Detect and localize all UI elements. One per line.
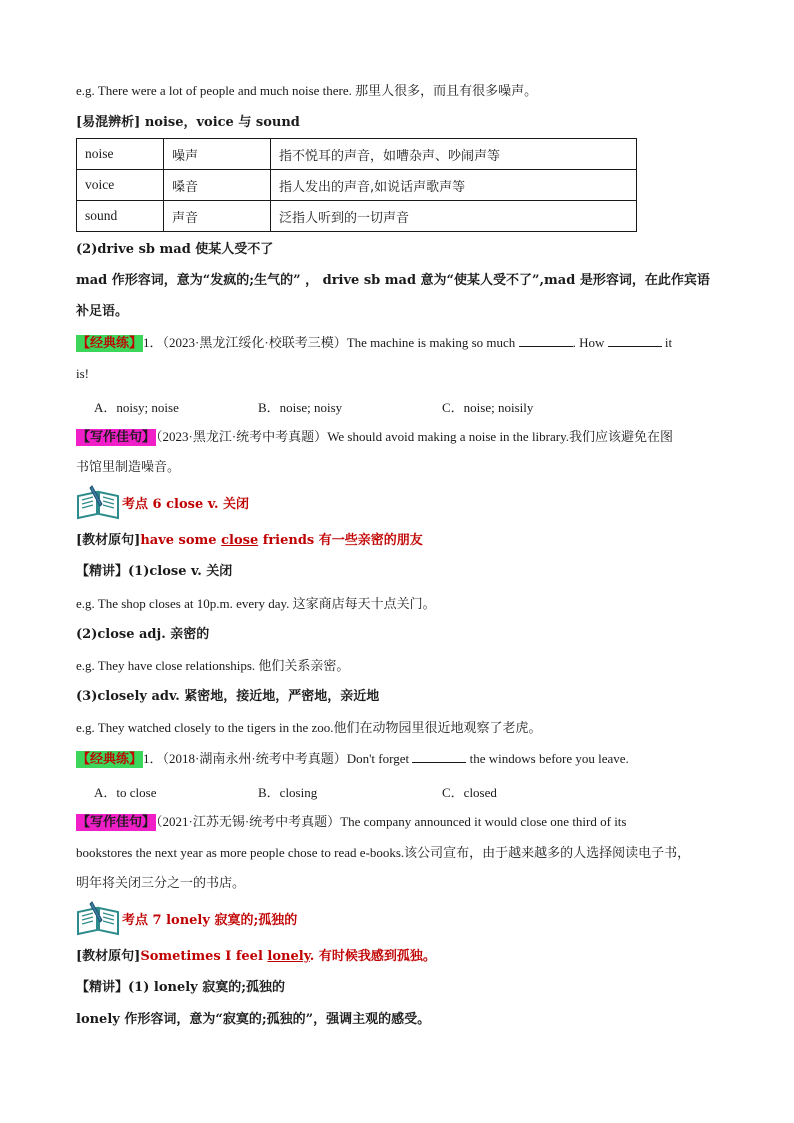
option-c[interactable]: C．noise; noisily bbox=[442, 400, 534, 415]
table-cell-desc: 指人发出的声音,如说话声歌声等 bbox=[271, 170, 637, 201]
answer-blank[interactable] bbox=[608, 334, 662, 347]
sentence-text-cont: bookstores the next year as more people chose to read e-books.该公司宣布，由于越来越多的人选择阅读电子书， bbox=[76, 845, 691, 860]
original-keyword: close bbox=[221, 533, 259, 548]
answer-blank[interactable] bbox=[519, 334, 573, 347]
closely-heading: (3)closely adv. 紧密地，接近地，严密地，亲近地 bbox=[76, 689, 380, 704]
compare-table bbox=[76, 138, 637, 232]
sentence-text: We should avoid making a noise in the library.我们应该避免在图 bbox=[327, 429, 673, 444]
question-source: （2023·黑龙江绥化·校联考三模） bbox=[162, 335, 347, 350]
label: [教材原句] bbox=[76, 949, 141, 964]
textbook-original-6 bbox=[76, 532, 423, 550]
writing-tag: 【写作佳句】 bbox=[77, 815, 156, 830]
option-a[interactable]: A．noisy; noise bbox=[94, 400, 179, 415]
table-cell-word: voice bbox=[77, 170, 164, 201]
lonely-description: lonely 作形容词，意为“寂寞的;孤独的”，强调主观的感受。 bbox=[76, 1012, 431, 1027]
sentence-text-cont: 书馆里制造噪音。 bbox=[76, 460, 181, 475]
lecture-7-heading bbox=[76, 979, 285, 997]
original-text: friends 有一些亲密的朋友 bbox=[258, 533, 423, 548]
table-cell-word: noise bbox=[77, 139, 164, 170]
original-keyword: lonely bbox=[267, 949, 310, 964]
table-cell-meaning: 嗓音 bbox=[164, 170, 271, 201]
question-text: it bbox=[664, 335, 673, 350]
sentence-source: （2021·江苏无锡·统考中考真题） bbox=[156, 814, 341, 829]
classic-practice-tag: 【经典练】 bbox=[77, 336, 143, 351]
question-text: The machine is making so much bbox=[346, 335, 516, 350]
example-close-adj: e.g. They have close relationships. 他们关系亲密。 bbox=[76, 658, 350, 673]
sentence-source: （2023·黑龙江·统考中考真题） bbox=[156, 429, 328, 444]
label: 【精讲】 bbox=[76, 980, 129, 995]
sentence-text-cont: 明年将关闭三分之一的书店。 bbox=[76, 876, 246, 891]
question-number: 1． bbox=[143, 335, 163, 350]
book-pen-icon bbox=[76, 484, 120, 520]
option-c[interactable]: C．closed bbox=[442, 785, 497, 800]
example-close-v: e.g. The shop closes at 10p.m. every day. 这家商店每天十点关门。 bbox=[76, 596, 436, 611]
heading-text: (1) lonely 寂寞的;孤独的 bbox=[128, 980, 286, 995]
table-cell-word: sound bbox=[77, 201, 164, 232]
confusion-heading: [易混辨析] noise，voice 与 sound bbox=[76, 115, 300, 130]
original-text: . 有时候我感到孤独。 bbox=[309, 949, 436, 964]
point-7-title: 考点 7 lonely 寂寞的;孤独的 bbox=[122, 913, 298, 928]
lecture-6-heading bbox=[76, 563, 232, 581]
question-text-cont: is! bbox=[76, 366, 89, 381]
close-adj-heading: (2)close adj. 亲密的 bbox=[76, 627, 210, 642]
exercise-question bbox=[76, 750, 629, 769]
drive-text: mad 作形容词，意为“发疯的;生气的” ， drive sb mad 意为“使某人受不了”,mad 是形容词，在此作宾语 bbox=[76, 273, 710, 288]
question-text: Don't forget bbox=[346, 751, 410, 766]
question-source: （2018·湖南永州·统考中考真题） bbox=[162, 751, 347, 766]
classic-practice-tag: 【经典练】 bbox=[77, 752, 143, 767]
sentence-text: The company announced it would close one third of its bbox=[340, 814, 627, 829]
table-row bbox=[77, 201, 637, 232]
question-number: 1． bbox=[143, 751, 163, 766]
question-text: the windows before you leave. bbox=[469, 751, 629, 766]
table-row bbox=[77, 139, 637, 170]
book-pen-icon bbox=[76, 900, 120, 936]
original-text: have some bbox=[140, 533, 222, 548]
writing-sentence bbox=[76, 813, 626, 832]
example-noise: e.g. There were a lot of people and much noise there. 那里人很多，而且有很多噪声。 bbox=[76, 83, 538, 98]
table-cell-desc: 指不悦耳的声音，如嘈杂声、吵闹声等 bbox=[271, 139, 637, 170]
table-cell-meaning: 噪声 bbox=[164, 139, 271, 170]
writing-tag: 【写作佳句】 bbox=[77, 430, 156, 445]
writing-sentence bbox=[76, 428, 673, 447]
original-text: Sometimes I feel bbox=[140, 949, 268, 964]
question-text: . How bbox=[572, 335, 605, 350]
label: 【精讲】 bbox=[76, 564, 129, 579]
option-a[interactable]: A．to close bbox=[94, 785, 157, 800]
table-cell-meaning: 声音 bbox=[164, 201, 271, 232]
heading-text: (1)close v. 关闭 bbox=[128, 564, 233, 579]
drive-text-cont: 补足语。 bbox=[76, 304, 129, 319]
answer-blank[interactable] bbox=[412, 750, 466, 763]
textbook-original-7 bbox=[76, 948, 436, 966]
table-cell-desc: 泛指人听到的一切声音 bbox=[271, 201, 637, 232]
drive-heading: (2)drive sb mad 使某人受不了 bbox=[76, 242, 274, 257]
point-6-title: 考点 6 close v. 关闭 bbox=[122, 497, 250, 512]
exercise-question bbox=[76, 334, 672, 353]
table-row bbox=[77, 170, 637, 201]
example-closely: e.g. They watched closely to the tigers in the zoo.他们在动物园里很近地观察了老虎。 bbox=[76, 720, 542, 735]
option-b[interactable]: B．closing bbox=[258, 785, 318, 800]
option-b[interactable]: B．noise; noisy bbox=[258, 400, 343, 415]
label: [教材原句] bbox=[76, 533, 141, 548]
